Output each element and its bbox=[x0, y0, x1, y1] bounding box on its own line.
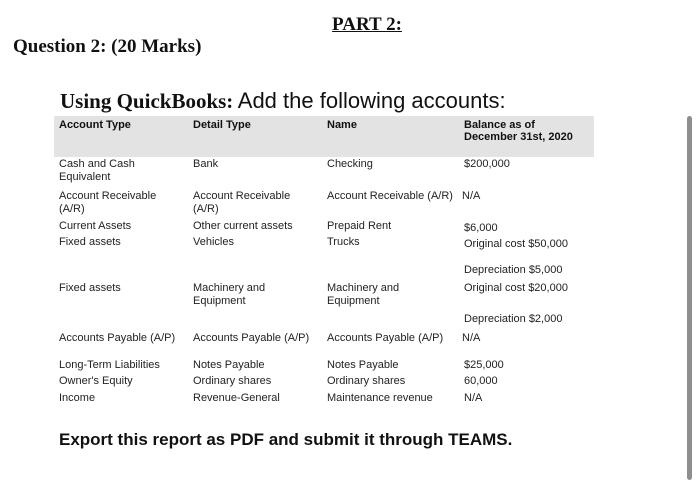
header-account-type: Account Type bbox=[59, 119, 131, 131]
table-cell: Fixed assets bbox=[59, 282, 121, 294]
table-cell: Maintenance revenue bbox=[327, 392, 433, 404]
table-cell: Notes Payable bbox=[327, 359, 399, 371]
question-title: Question 2: (20 Marks) bbox=[13, 36, 202, 57]
part-title: PART 2: bbox=[332, 14, 402, 35]
header-detail-type: Detail Type bbox=[193, 119, 251, 131]
table-cell: Fixed assets bbox=[59, 236, 121, 248]
table-cell: Prepaid Rent bbox=[327, 220, 392, 232]
table-cell: Ordinary shares bbox=[193, 375, 272, 387]
table-cell: $6,000 bbox=[464, 222, 498, 234]
table-cell: Original cost $20,000 bbox=[464, 282, 568, 294]
table-cell: Machinery and Equipment bbox=[193, 282, 266, 307]
accounts-table bbox=[54, 116, 594, 404]
table-cell: Depreciation $2,000 bbox=[464, 313, 563, 325]
table-cell: N/A bbox=[464, 392, 483, 404]
table-cell: Account Receivable (A/R) bbox=[193, 190, 291, 215]
instruction-bold: Using QuickBooks: bbox=[60, 89, 234, 113]
table-cell: Depreciation $5,000 bbox=[464, 264, 563, 276]
table-cell: $25,000 bbox=[464, 359, 504, 371]
instruction bbox=[60, 88, 506, 114]
table-cell: Account Receivable (A/R) bbox=[59, 190, 157, 215]
table-cell: Machinery and Equipment bbox=[327, 282, 400, 307]
instruction-text: Add the following accounts: bbox=[237, 88, 506, 113]
table-cell: Accounts Payable (A/P) bbox=[59, 332, 176, 344]
table-header bbox=[54, 116, 594, 157]
header-balance: Balance as of December 31st, 2020 bbox=[464, 119, 573, 143]
header-name: Name bbox=[327, 119, 357, 131]
table-cell: Accounts Payable (A/P) bbox=[193, 332, 310, 344]
table-cell: Owner's Equity bbox=[59, 375, 133, 387]
table-cell: N/A bbox=[462, 190, 481, 202]
table-cell: Bank bbox=[193, 158, 219, 170]
table-cell: $200,000 bbox=[464, 158, 510, 170]
table-cell: Accounts Payable (A/P) bbox=[327, 332, 444, 344]
table-cell: Notes Payable bbox=[193, 359, 265, 371]
table-cell: Other current assets bbox=[193, 220, 293, 232]
table-cell: Original cost $50,000 bbox=[464, 238, 568, 250]
table-cell: Trucks bbox=[327, 236, 360, 248]
table-cell: 60,000 bbox=[464, 375, 498, 387]
table-cell: Account Receivable (A/R) bbox=[327, 190, 453, 202]
footer-instruction: Export this report as PDF and submit it through TEAMS. bbox=[59, 430, 513, 449]
table-cell: Current Assets bbox=[59, 220, 132, 232]
table-cell: Vehicles bbox=[193, 236, 234, 248]
table-cell: N/A bbox=[462, 332, 481, 344]
table-cell: Income bbox=[59, 392, 96, 404]
table-cell: Cash and Cash Equivalent bbox=[59, 158, 135, 183]
scrollbar[interactable] bbox=[687, 116, 692, 480]
table-cell: Checking bbox=[327, 158, 373, 170]
table-cell: Long-Term Liabilities bbox=[59, 359, 160, 371]
table-cell: Revenue-General bbox=[193, 392, 280, 404]
table-cell: Ordinary shares bbox=[327, 375, 406, 387]
